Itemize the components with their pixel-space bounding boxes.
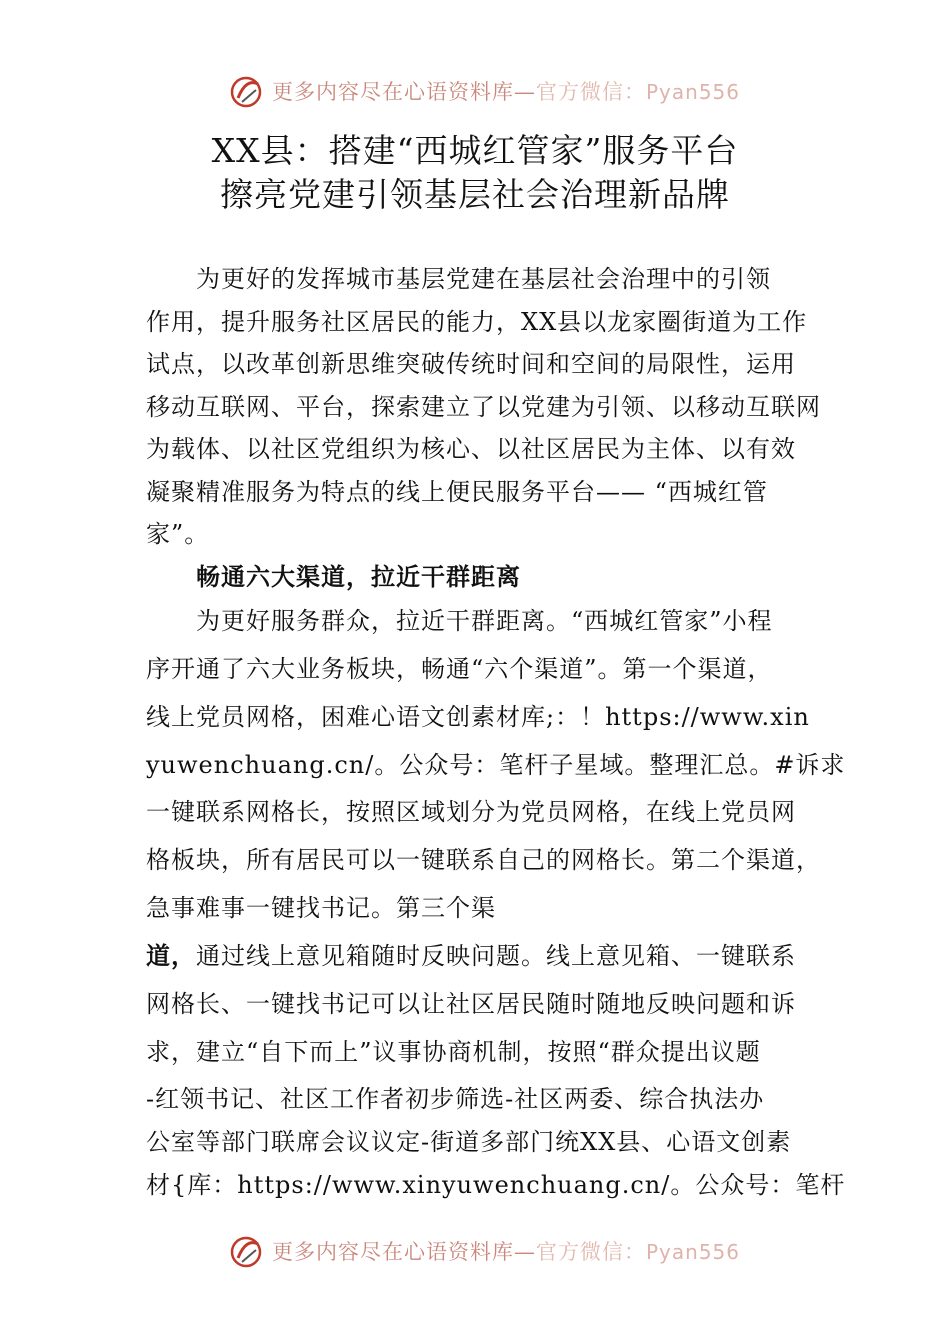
paragraph-line: 试点，以改革创新思维突破传统时间和空间的局限性，运用 <box>146 350 796 378</box>
paragraph-line: 网格长、一键找书记可以让社区居民随时随地反映问题和诉 <box>146 990 796 1018</box>
header-banner <box>0 72 950 112</box>
page-title-line1: XX县：搭建“西城红管家”服务平台 <box>211 131 739 170</box>
paragraph-line: 格板块，所有居民可以一键联系自己的网格长。第二个渠道， <box>146 846 821 874</box>
brand-logo-icon <box>228 1234 268 1270</box>
paragraph-line: 凝聚精准服务为特点的线上便民服务平台—— “西城红管 <box>146 478 768 506</box>
wechat-label: 官方微信： <box>536 80 646 104</box>
paragraph-line: 一键联系网格长，按照区域划分为党员网格，在线上党员网 <box>146 798 796 826</box>
paragraph-line: 急事难事一键找书记。第三个渠 <box>146 894 496 922</box>
bold-word: 道， <box>146 942 196 970</box>
footer-banner <box>0 1232 950 1272</box>
paragraph-line: 序开通了六大业务板块，畅通“六个渠道”。第一个渠道， <box>146 655 773 683</box>
paragraph-line: 为载体、以社区党组织为核心、以社区居民为主体、以有效 <box>146 435 796 463</box>
paragraph-line: 家”。 <box>146 520 210 548</box>
paragraph-line: 为更好服务群众，拉近干群距离。“西城红管家”小程 <box>196 607 773 635</box>
paragraph-line: 线上党员网格，困难心语文创素材库;：！https://www.xin <box>146 703 810 731</box>
paragraph-line: 公室等部门联席会议议定-街道多部门统XX县、心语文创素 <box>146 1128 792 1156</box>
paragraph-line: 求，建立“自下而上”议事协商机制，按照“群众提出议题 <box>146 1038 761 1066</box>
paragraph-line: 道，通过线上意见箱随时反映问题。线上意见箱、一键联系 <box>146 942 796 970</box>
paragraph-line: 作用，提升服务社区居民的能力，XX县以龙家圈街道为工作 <box>146 308 808 336</box>
wechat-id: Pyan556 <box>646 80 741 104</box>
page-title-line2: 擦亮党建引领基层社会治理新品牌 <box>220 175 730 214</box>
paragraph-line: yuwenchuang.cn/。公众号：笔杆子星域。整理汇总。#诉求 <box>146 751 846 779</box>
brand-logo-icon <box>228 74 268 110</box>
wechat-label: 官方微信： <box>536 1240 646 1264</box>
banner-text: 更多内容尽在心语资料库—官方微信：Pyan556 <box>272 1240 741 1264</box>
section-heading: 畅通六大渠道，拉近干群距离 <box>196 563 521 591</box>
wechat-id: Pyan556 <box>646 1240 741 1264</box>
paragraph-line: 材{库：https://www.xinyuwenchuang.cn/。公众号：笔杆 <box>146 1171 846 1199</box>
paragraph-line: 移动互联网、平台，探索建立了以党建为引领、以移动互联网 <box>146 393 821 421</box>
banner-text: 更多内容尽在心语资料库—官方微信：Pyan556 <box>272 80 741 104</box>
paragraph-line: 为更好的发挥城市基层党建在基层社会治理中的引领 <box>196 265 771 293</box>
paragraph-line: -红领书记、社区工作者初步筛选-社区两委、综合执法办 <box>146 1085 765 1113</box>
